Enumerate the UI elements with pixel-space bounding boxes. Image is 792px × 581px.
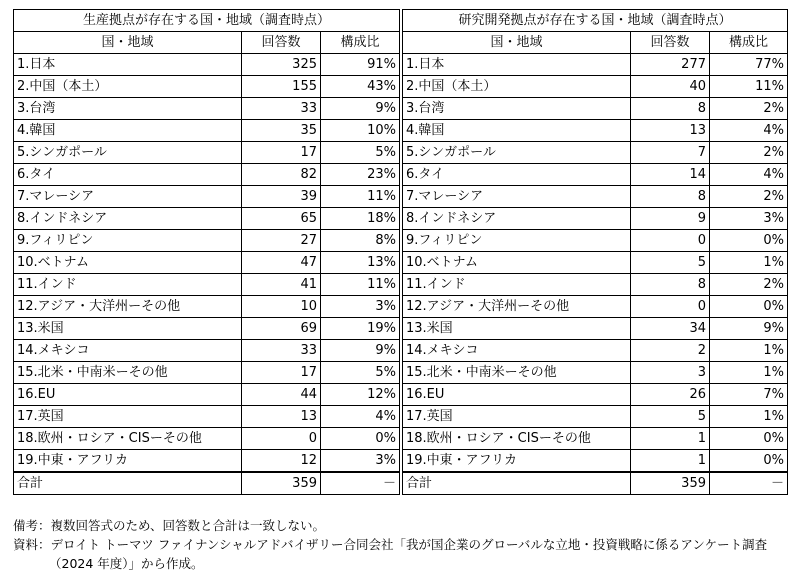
region-cell: 18.欧州・ロシア・CISーその他 xyxy=(403,428,631,450)
region-cell: 14.メキシコ xyxy=(403,340,631,362)
count-cell: 1 xyxy=(631,450,710,473)
total-label: 合計 xyxy=(14,472,242,495)
table-row xyxy=(14,208,400,230)
ratio-cell: 43% xyxy=(321,76,400,98)
ratio-cell: 91% xyxy=(321,54,400,76)
ratio-cell: 0% xyxy=(710,450,788,473)
region-cell: 19.中東・アフリカ xyxy=(14,450,242,473)
region-cell: 5.シンガポール xyxy=(403,142,631,164)
table-row xyxy=(403,54,788,76)
ratio-cell: 4% xyxy=(710,120,788,142)
ratio-cell: 77% xyxy=(710,54,788,76)
region-cell: 17.英国 xyxy=(14,406,242,428)
ratio-cell: 0% xyxy=(321,428,400,450)
ratio-cell: 7% xyxy=(710,384,788,406)
table-row xyxy=(14,230,400,252)
column-header-region: 国・地域 xyxy=(403,32,631,54)
count-cell: 8 xyxy=(631,274,710,296)
table-row xyxy=(14,450,400,473)
column-header-ratio: 構成比 xyxy=(710,32,788,54)
count-cell: 39 xyxy=(242,186,321,208)
table-row xyxy=(14,340,400,362)
ratio-cell: 0% xyxy=(710,296,788,318)
table-row xyxy=(403,384,788,406)
column-header-region: 国・地域 xyxy=(14,32,242,54)
table-row xyxy=(403,208,788,230)
rnd-sites-table xyxy=(402,9,788,495)
count-cell: 82 xyxy=(242,164,321,186)
column-header-ratio: 構成比 xyxy=(321,32,400,54)
ratio-cell: 1% xyxy=(710,252,788,274)
region-cell: 8.インドネシア xyxy=(14,208,242,230)
count-cell: 5 xyxy=(631,252,710,274)
source-note: 資料：デロイト トーマツ ファイナンシャルアドバイザリー合同会社「我が国企業のグローバルな立地・投資戦略に係るアンケート調査 xyxy=(13,537,768,552)
region-cell: 7.マレーシア xyxy=(14,186,242,208)
region-cell: 4.韓国 xyxy=(403,120,631,142)
table-row xyxy=(14,98,400,120)
count-cell: 5 xyxy=(631,406,710,428)
region-cell: 13.米国 xyxy=(14,318,242,340)
region-cell: 15.北米・中南米ーその他 xyxy=(14,362,242,384)
table-row xyxy=(403,230,788,252)
count-cell: 17 xyxy=(242,362,321,384)
count-cell: 9 xyxy=(631,208,710,230)
table-row xyxy=(403,186,788,208)
region-cell: 18.欧州・ロシア・CISーその他 xyxy=(14,428,242,450)
count-cell: 8 xyxy=(631,98,710,120)
table-row xyxy=(403,406,788,428)
count-cell: 26 xyxy=(631,384,710,406)
count-cell: 0 xyxy=(242,428,321,450)
column-header-count: 回答数 xyxy=(631,32,710,54)
ratio-cell: 2% xyxy=(710,274,788,296)
count-cell: 325 xyxy=(242,54,321,76)
count-cell: 1 xyxy=(631,428,710,450)
region-cell: 17.英国 xyxy=(403,406,631,428)
column-header-count: 回答数 xyxy=(242,32,321,54)
ratio-cell: 0% xyxy=(710,428,788,450)
table-row xyxy=(403,76,788,98)
count-cell: 44 xyxy=(242,384,321,406)
region-cell: 2.中国（本土） xyxy=(403,76,631,98)
table-row xyxy=(403,450,788,473)
region-cell: 12.アジア・大洋州ーその他 xyxy=(403,296,631,318)
region-cell: 2.中国（本土） xyxy=(14,76,242,98)
table-row xyxy=(14,318,400,340)
table-row xyxy=(14,296,400,318)
table-row xyxy=(403,428,788,450)
ratio-cell: 1% xyxy=(710,362,788,384)
ratio-cell: 3% xyxy=(321,450,400,473)
region-cell: 6.タイ xyxy=(403,164,631,186)
count-cell: 7 xyxy=(631,142,710,164)
table-row xyxy=(14,362,400,384)
region-cell: 4.韓国 xyxy=(14,120,242,142)
footnotes xyxy=(13,516,783,573)
table-row xyxy=(403,318,788,340)
ratio-cell: 2% xyxy=(710,98,788,120)
total-count: 359 xyxy=(242,472,321,495)
region-cell: 19.中東・アフリカ xyxy=(403,450,631,473)
ratio-cell: 1% xyxy=(710,340,788,362)
ratio-cell: 5% xyxy=(321,142,400,164)
ratio-cell: 12% xyxy=(321,384,400,406)
region-cell: 15.北米・中南米ーその他 xyxy=(403,362,631,384)
region-cell: 8.インドネシア xyxy=(403,208,631,230)
table-row xyxy=(403,274,788,296)
table-row xyxy=(14,120,400,142)
region-cell: 9.フィリピン xyxy=(14,230,242,252)
count-cell: 0 xyxy=(631,230,710,252)
table-row xyxy=(14,76,400,98)
count-cell: 14 xyxy=(631,164,710,186)
region-cell: 16.EU xyxy=(14,384,242,406)
region-cell: 3.台湾 xyxy=(14,98,242,120)
ratio-cell: 0% xyxy=(710,230,788,252)
remark-note: 備考：複数回答式のため、回答数と合計は一致しない。 xyxy=(13,518,326,533)
count-cell: 33 xyxy=(242,340,321,362)
region-cell: 10.ベトナム xyxy=(14,252,242,274)
count-cell: 34 xyxy=(631,318,710,340)
total-label: 合計 xyxy=(403,472,631,495)
ratio-cell: 4% xyxy=(710,164,788,186)
count-cell: 0 xyxy=(631,296,710,318)
table-row xyxy=(403,362,788,384)
count-cell: 12 xyxy=(242,450,321,473)
table-row xyxy=(403,98,788,120)
table-row xyxy=(14,54,400,76)
table-title: 研究開発拠点が存在する国・地域（調査時点） xyxy=(403,10,788,32)
ratio-cell: 9% xyxy=(710,318,788,340)
count-cell: 35 xyxy=(242,120,321,142)
source-note-continued: （2024 年度）」から作成。 xyxy=(49,556,204,571)
ratio-cell: 9% xyxy=(321,340,400,362)
total-ratio: － xyxy=(321,472,400,495)
table-row xyxy=(14,164,400,186)
table-row xyxy=(14,406,400,428)
table-row xyxy=(403,252,788,274)
ratio-cell: 11% xyxy=(321,186,400,208)
total-count: 359 xyxy=(631,472,710,495)
total-row xyxy=(403,472,788,495)
ratio-cell: 10% xyxy=(321,120,400,142)
region-cell: 16.EU xyxy=(403,384,631,406)
ratio-cell: 9% xyxy=(321,98,400,120)
table-row xyxy=(14,186,400,208)
region-cell: 1.日本 xyxy=(14,54,242,76)
ratio-cell: 19% xyxy=(321,318,400,340)
total-row xyxy=(14,472,400,495)
count-cell: 17 xyxy=(242,142,321,164)
ratio-cell: 1% xyxy=(710,406,788,428)
ratio-cell: 2% xyxy=(710,186,788,208)
table-row xyxy=(14,428,400,450)
ratio-cell: 11% xyxy=(710,76,788,98)
ratio-cell: 8% xyxy=(321,230,400,252)
table-row xyxy=(14,384,400,406)
count-cell: 69 xyxy=(242,318,321,340)
region-cell: 5.シンガポール xyxy=(14,142,242,164)
count-cell: 65 xyxy=(242,208,321,230)
count-cell: 40 xyxy=(631,76,710,98)
ratio-cell: 3% xyxy=(710,208,788,230)
region-cell: 1.日本 xyxy=(403,54,631,76)
table-row xyxy=(14,252,400,274)
region-cell: 3.台湾 xyxy=(403,98,631,120)
ratio-cell: 13% xyxy=(321,252,400,274)
count-cell: 10 xyxy=(242,296,321,318)
count-cell: 2 xyxy=(631,340,710,362)
ratio-cell: 4% xyxy=(321,406,400,428)
table-row xyxy=(403,142,788,164)
region-cell: 7.マレーシア xyxy=(403,186,631,208)
table-row xyxy=(14,142,400,164)
ratio-cell: 11% xyxy=(321,274,400,296)
count-cell: 13 xyxy=(242,406,321,428)
table-title: 生産拠点が存在する国・地域（調査時点） xyxy=(14,10,400,32)
ratio-cell: 3% xyxy=(321,296,400,318)
count-cell: 277 xyxy=(631,54,710,76)
tables-container xyxy=(13,9,788,495)
region-cell: 13.米国 xyxy=(403,318,631,340)
total-ratio: － xyxy=(710,472,788,495)
count-cell: 155 xyxy=(242,76,321,98)
region-cell: 11.インド xyxy=(14,274,242,296)
region-cell: 14.メキシコ xyxy=(14,340,242,362)
region-cell: 11.インド xyxy=(403,274,631,296)
table-row xyxy=(403,296,788,318)
ratio-cell: 23% xyxy=(321,164,400,186)
ratio-cell: 2% xyxy=(710,142,788,164)
table-row xyxy=(403,164,788,186)
table-row xyxy=(403,120,788,142)
ratio-cell: 5% xyxy=(321,362,400,384)
region-cell: 6.タイ xyxy=(14,164,242,186)
region-cell: 12.アジア・大洋州ーその他 xyxy=(14,296,242,318)
production-sites-table xyxy=(13,9,400,495)
region-cell: 9.フィリピン xyxy=(403,230,631,252)
count-cell: 8 xyxy=(631,186,710,208)
count-cell: 33 xyxy=(242,98,321,120)
region-cell: 10.ベトナム xyxy=(403,252,631,274)
count-cell: 3 xyxy=(631,362,710,384)
count-cell: 41 xyxy=(242,274,321,296)
table-row xyxy=(403,340,788,362)
count-cell: 27 xyxy=(242,230,321,252)
ratio-cell: 18% xyxy=(321,208,400,230)
table-row xyxy=(14,274,400,296)
count-cell: 47 xyxy=(242,252,321,274)
count-cell: 13 xyxy=(631,120,710,142)
